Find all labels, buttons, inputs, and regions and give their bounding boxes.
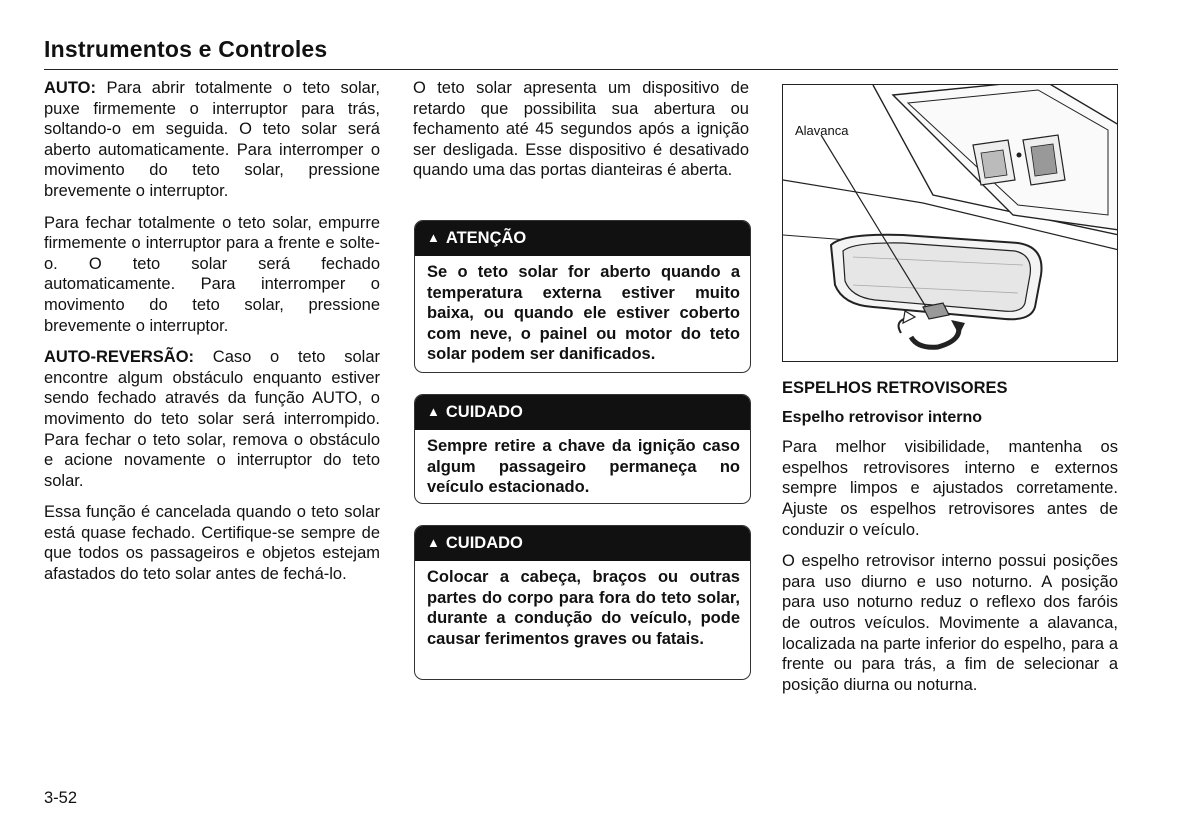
column-right (782, 378, 1118, 706)
warning-triangle-icon: ▲ (427, 230, 440, 245)
column-middle (413, 78, 749, 192)
warning-text: Colocar a cabeça, braços ou outras partes do corpo para fora do teto solar, durante a condução do veículo, pode causar ferimentos graves ou fatais. (427, 568, 740, 648)
sub-title: Espelho retrovisor interno (782, 408, 983, 426)
section-title: ESPELHOS RETROVISORES (782, 379, 1008, 397)
auto-reverse-label: AUTO-REVERSÃO: (44, 348, 195, 367)
warning-title: CUIDADO (445, 403, 523, 421)
close-paragraph: Para fechar totalmente o teto solar, empurre firmemente o interruptor para a frente e solte-o. O teto solar será fechado automaticamente. Para interromper o movimento do teto solar, pressione brevemente o interruptor. (44, 213, 380, 335)
warning-box-caution-body (414, 525, 751, 680)
cancel-paragraph: Essa função é cancelada quando o teto solar está quase fechado. Certifique-se sempre de que todos os passageiros e objetos estejam afastados do teto solar antes de fechá-lo. (44, 503, 380, 584)
warning-title: CUIDADO (445, 534, 523, 552)
auto-text: Para abrir totalmente o teto solar, puxe firmemente o interruptor para trás, soltando-o em seguida. O teto solar será aberto automaticamente. Para interromper o movimento do teto solar, pressione brevemente o interruptor. (44, 79, 380, 200)
auto-reverse-text: Caso o teto solar encontre algum obstáculo enquanto estiver sendo fechado através da função AUTO, o movimento do teto solar será interrompido. Para fechar o teto solar, remova o obstáculo e acione novamente o interruptor do teto solar. (44, 348, 380, 490)
warning-triangle-icon: ▲ (427, 535, 440, 550)
page-title: Instrumentos e Controles (44, 36, 328, 62)
warning-triangle-icon: ▲ (427, 404, 440, 419)
mirror-illustration (782, 84, 1118, 362)
column-left (44, 78, 380, 596)
header-rule (44, 69, 1118, 70)
auto-paragraph (44, 78, 380, 202)
warning-header (415, 221, 750, 256)
page-number: 3-52 (44, 789, 78, 807)
delay-paragraph: O teto solar apresenta um dispositivo de retardo que possibilita sua abertura ou fechamento até 45 segundos após a ignição ser desligada. Esse dispositivo é desativado quando uma das portas dianteiras é aberta. (413, 79, 749, 180)
auto-label: AUTO: (44, 79, 96, 97)
warning-box-caution-key (414, 394, 751, 504)
warning-title: ATENÇÃO (445, 229, 527, 247)
figure-label-lever: Alavanca (795, 123, 849, 138)
warning-text: Se o teto solar for aberto quando a temperatura externa estiver muito baixa, ou quando ele estiver coberto com neve, o painel ou motor do teto solar podem ser danificados. (427, 263, 740, 364)
day-night-paragraph: O espelho retrovisor interno possui posições para uso diurno e uso noturno. A posição para uso noturno reduz o reflexo dos faróis de outros veículos. Movimente a alavanca, localizada na parte inferior do espelho, para a frente ou para trás, a fim de selecionar a posição diurna ou noturna. (782, 552, 1118, 694)
visibility-paragraph: Para melhor visibilidade, mantenha os espelhos retrovisores interno e externos sempre limpos e ajustados corretamente. Ajuste os espelhos retrovisores antes de conduzir o veículo. (782, 438, 1118, 539)
warning-header (415, 395, 750, 430)
warning-box-attention (414, 220, 751, 373)
warning-text: Sempre retire a chave da ignição caso algum passageiro permaneça no veículo estacionado. (427, 437, 740, 497)
auto-reverse-paragraph (44, 347, 380, 491)
warning-header (415, 526, 750, 561)
